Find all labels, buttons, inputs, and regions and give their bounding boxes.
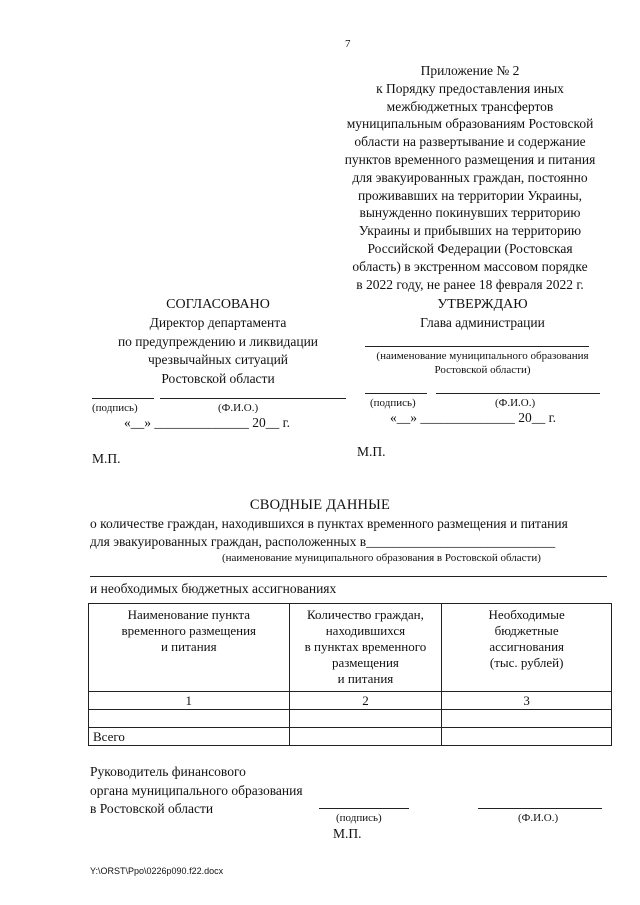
appendix-line: область) в экстренном массовом порядке bbox=[352, 258, 588, 274]
approve-signature-line bbox=[365, 393, 427, 394]
table-row bbox=[89, 710, 612, 728]
summary-municipality-caption: (наименование муниципального образования в Ростовской области) bbox=[222, 552, 541, 564]
summary-title: СВОДНЫЕ ДАННЫЕ bbox=[249, 497, 391, 513]
summary-continuation-line bbox=[90, 576, 607, 577]
appendix-line: проживавших на территории Украины, bbox=[357, 187, 583, 203]
table-cell bbox=[289, 710, 442, 728]
appendix-line: Украины и прибывших на территорию bbox=[358, 223, 582, 239]
table-cell bbox=[442, 710, 612, 728]
agreed-block bbox=[78, 297, 358, 388]
header-text: находившихся bbox=[325, 623, 406, 638]
approve-stamp: М.П. bbox=[357, 444, 386, 459]
approve-name-caption: (Ф.И.О.) bbox=[495, 397, 536, 409]
approve-title: УТВЕРЖДАЮ bbox=[437, 297, 528, 312]
summary-line-2 bbox=[90, 534, 555, 550]
agreed-title: СОГЛАСОВАНО bbox=[166, 297, 270, 312]
agreed-signature-caption: (подпись) bbox=[92, 402, 138, 414]
header-text: размещения bbox=[331, 655, 399, 670]
approve-name-line bbox=[436, 393, 600, 394]
table-number-row bbox=[89, 692, 612, 710]
agreed-line: Директор департамента bbox=[149, 315, 287, 330]
header-text: бюджетные bbox=[494, 623, 559, 638]
header-budget bbox=[442, 604, 612, 692]
appendix-line: межбюджетных трансфертов bbox=[386, 98, 554, 114]
agreed-signature-line bbox=[92, 398, 154, 399]
total-label: Всего bbox=[89, 728, 290, 746]
appendix-line: в 2022 году, не ранее 18 февраля 2022 г. bbox=[356, 276, 584, 292]
header-text: ассигнования bbox=[489, 639, 564, 654]
approve-block bbox=[340, 297, 625, 333]
approve-date: «__» ______________ 20__ г. bbox=[390, 410, 557, 425]
agreed-stamp: М.П. bbox=[92, 451, 121, 466]
approve-municipality-line bbox=[365, 346, 589, 347]
agreed-line: по предупреждению и ликвидации bbox=[117, 333, 319, 349]
appendix-line: области на развертывание и содержание bbox=[354, 134, 586, 150]
agreed-date: «__» ______________ 20__ г. bbox=[124, 415, 291, 430]
header-text: (тыс. рублей) bbox=[489, 655, 564, 670]
appendix-header bbox=[305, 62, 635, 293]
signatory-stamp: М.П. bbox=[333, 826, 362, 841]
appendix-line: пунктов временного размещения и питания bbox=[344, 151, 596, 167]
approve-municipality-caption: (наименование муниципального образования bbox=[376, 350, 589, 362]
signatory-block bbox=[90, 763, 303, 819]
signatory-line: в Ростовской области bbox=[90, 801, 214, 816]
table-cell bbox=[289, 728, 442, 746]
column-number: 3 bbox=[442, 692, 612, 710]
appendix-line: Российской Федерации (Ростовская bbox=[367, 240, 573, 256]
signatory-name-caption: (Ф.И.О.) bbox=[518, 812, 559, 824]
signatory-line: органа муниципального образования bbox=[90, 782, 303, 798]
approve-municipality-caption-2: Ростовской области) bbox=[434, 364, 531, 376]
appendix-line: Приложение № 2 bbox=[420, 63, 520, 78]
table-header-row bbox=[89, 604, 612, 692]
header-text: Необходимые bbox=[488, 607, 565, 622]
agreed-line: чрезвычайных ситуаций bbox=[147, 352, 289, 367]
signatory-line: Руководитель финансового bbox=[90, 764, 246, 779]
approve-signature-caption: (подпись) bbox=[370, 397, 416, 409]
signatory-signature-line bbox=[319, 808, 409, 809]
summary-table bbox=[88, 603, 612, 746]
header-text: и питания bbox=[337, 671, 394, 686]
signatory-signature-caption: (подпись) bbox=[336, 812, 382, 824]
agreed-line: Ростовской области bbox=[161, 370, 275, 386]
table-cell bbox=[89, 710, 290, 728]
approve-position: Глава администрации bbox=[420, 315, 545, 330]
header-point-name bbox=[89, 604, 290, 692]
page-number: 7 bbox=[345, 38, 351, 50]
header-text: Количество граждан, bbox=[307, 607, 424, 622]
table-total-row bbox=[89, 728, 612, 746]
summary-line-3: и необходимых бюджетных ассигнованиях bbox=[90, 581, 337, 596]
footer-file-path: Y:\ORST\Ppo\0226p090.f22.docx bbox=[90, 866, 224, 876]
appendix-line: к Порядку предоставления иных bbox=[376, 80, 564, 96]
header-text: Наименование пункта bbox=[127, 607, 250, 622]
table-cell bbox=[442, 728, 612, 746]
header-text: в пунктах временного bbox=[304, 639, 427, 654]
agreed-name-line bbox=[160, 398, 346, 399]
agreed-name-caption: (Ф.И.О.) bbox=[218, 402, 259, 414]
summary-line-2-text: для эвакуированных граждан, расположенных в bbox=[90, 534, 367, 549]
header-citizens-count bbox=[289, 604, 442, 692]
header-text: и питания bbox=[160, 639, 217, 654]
appendix-line: для эвакуированных граждан, постоянно bbox=[352, 169, 588, 185]
signatory-name-line bbox=[478, 808, 602, 809]
appendix-line: муниципальным образованиям Ростовской bbox=[346, 116, 594, 132]
appendix-line: вынужденно покинувших территорию bbox=[359, 205, 581, 221]
header-text: временного размещения bbox=[121, 623, 257, 638]
column-number: 2 bbox=[289, 692, 442, 710]
municipality-blank: ____________________________ bbox=[366, 534, 556, 549]
summary-line-1: о количестве граждан, находившихся в пунктах временного размещения и питания bbox=[90, 516, 568, 531]
column-number: 1 bbox=[89, 692, 290, 710]
